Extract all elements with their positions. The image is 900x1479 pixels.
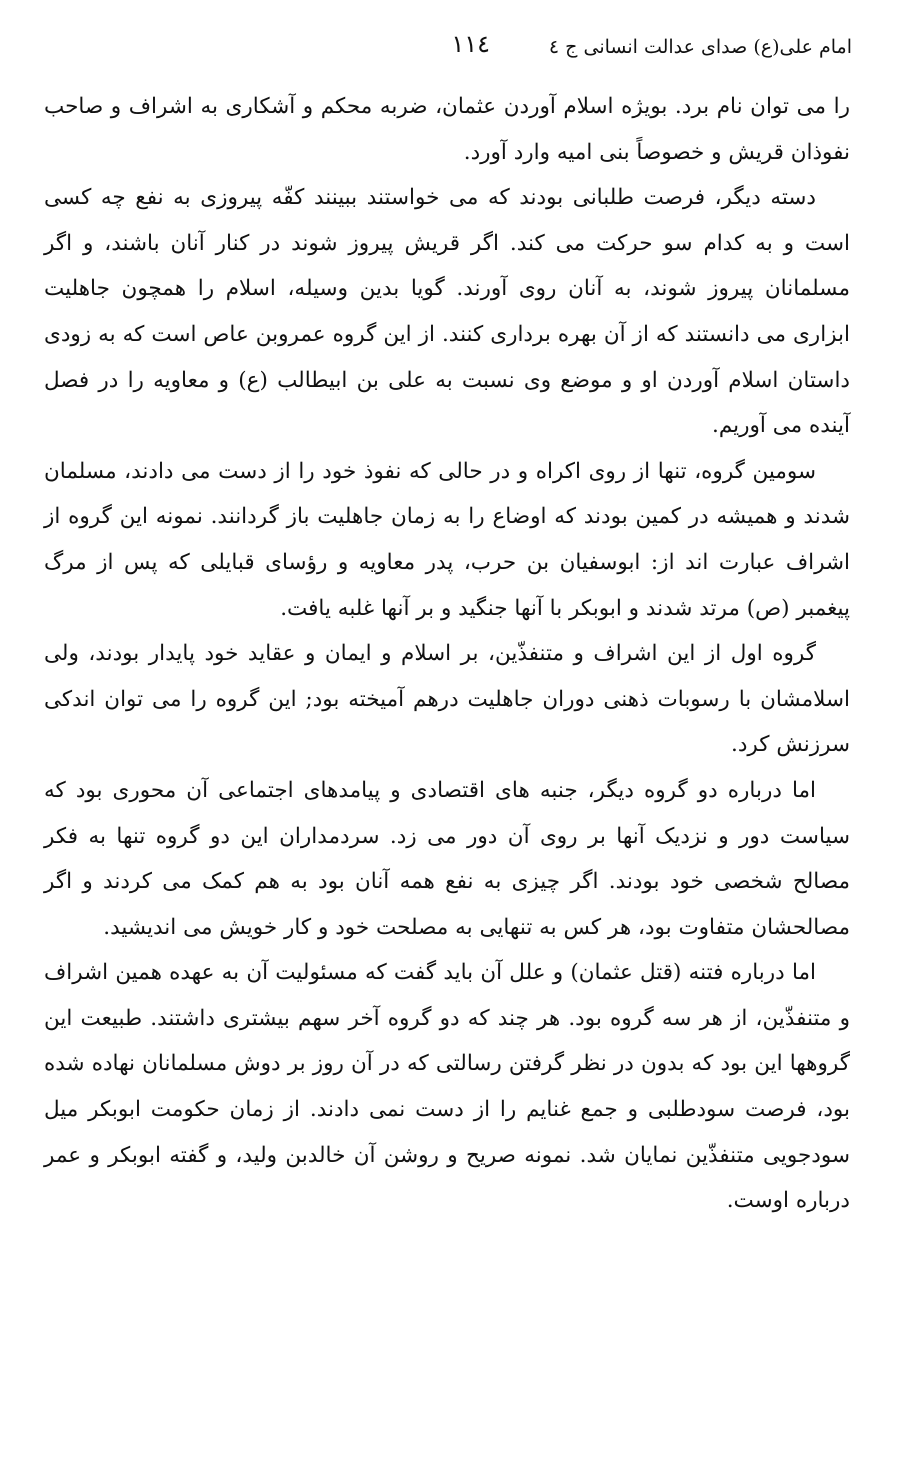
body-text bbox=[44, 84, 850, 1224]
paragraph: را می توان نام برد. بویژه اسلام آوردن عثمان، ضربه محکم و آشکاری به اشراف و صاحب نفوذان قریش و خصوصاً بنی امیه وارد آورد. bbox=[44, 94, 850, 165]
paragraph: سومین گروه، تنها از روی اکراه و در حالی که نفوذ خود را از دست می دادند، مسلمان شدند و همیشه در کمین بودند که اوضاع را به زمان جاهلیت باز گردانند. نمونه این گروه از اشراف عبارت اند از: ابوسفیان بن حرب، پدر معاویه و رؤسای قبایلی که پس از مرگ پیغمبر (ص) مرتد شدند و ابوبکر با آنها جنگید و بر آنها غلبه یافت. bbox=[44, 458, 850, 621]
paragraph: اما درباره فتنه (قتل عثمان) و علل آن باید گفت که مسئولیت آن به عهده همین اشراف و متنفذّین، از هر سه گروه بود. هر چند که دو گروه آخر سهم بیشتری داشتند. طبیعت این گروهها این بود که بدون در نظر گرفتن رسالتی که در آن روز بر دوش مسلمانان نهاده شده بود، فرصت سودطلبی و جمع غنایم را از دست نمی دادند. از زمان حکومت ابوبکر میل سودجویی متنفذّین نمایان شد. نمونه صریح و روشن آن خالدبن ولید، و گفته ابوبکر و عمر درباره اوست. bbox=[44, 960, 850, 1214]
page-number: ١١٤ bbox=[451, 30, 490, 58]
running-title: امام علی(ع) صدای عدالت انسانی ج ٤ bbox=[548, 36, 852, 58]
page-header bbox=[40, 30, 852, 70]
paragraph: اما درباره دو گروه دیگر، جنبه های اقتصادی و پیامدهای اجتماعی آن محوری بود که سیاست دور و نزدیک آنها بر روی آن دور می زد. سردمداران این دو گروه تنها به فکر مصالح شخصی خود بودند. اگر چیزی به نفع همه آنان بود به هم کمک می کردند و اگر مصالحشان متفاوت بود، هر کس به تنهایی به مصلحت خود و کار خویش می اندیشید. bbox=[44, 777, 850, 940]
paragraph: دسته دیگر، فرصت طلبانی بودند که می خواستند ببینند کفّه پیروزی به نفع چه کسی است و به کدام سو حرکت می کند. اگر قریش پیروز شوند در کنار آنان باشند، و اگر مسلمانان پیروز شوند، به آنان روی آورند. گویا بدین وسیله، اسلام را همچون جاهلیت ابزاری می دانستند که از آن بهره برداری کنند. از این گروه عمروبن عاص است که به زودی داستان اسلام آوردن او و موضع وی نسبت به علی بن ابیطالب (ع) و معاویه را در فصل آینده می آوریم. bbox=[44, 185, 850, 439]
paragraph: گروه اول از این اشراف و متنفذّین، بر اسلام و ایمان و عقاید خود پایدار بودند، ولی اسلامشان با رسوبات ذهنی دوران جاهلیت درهم آمیخته بود; این گروه را می توان اندکی سرزنش کرد. bbox=[44, 641, 850, 758]
